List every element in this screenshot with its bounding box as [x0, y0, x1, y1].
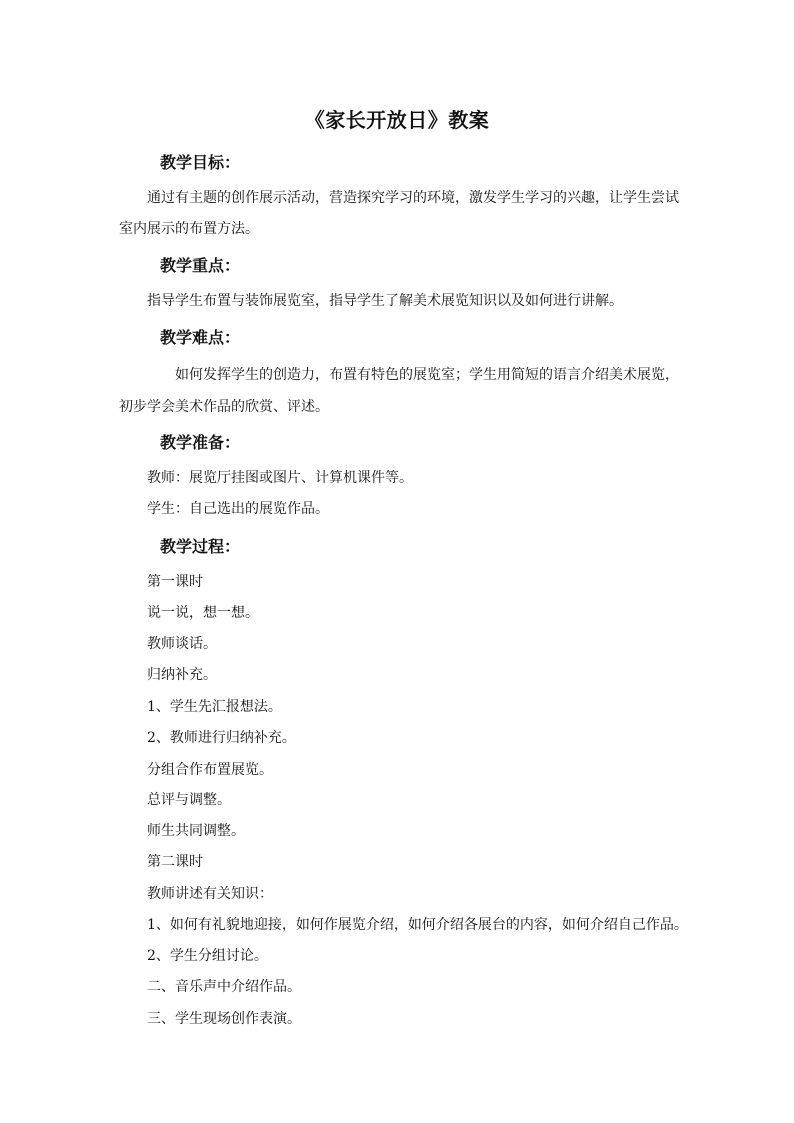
- process-line: 二、音乐声中介绍作品。: [147, 979, 301, 995]
- process-line: 1、学生先汇报想法。: [147, 699, 282, 715]
- process-line: 说一说，想一想。: [147, 605, 259, 621]
- process-line: 第二课时: [147, 854, 203, 870]
- process-line: 1、如何有礼貌地迎接，如何作展览介绍，如何介绍各展台的内容，如何介绍自己作品。: [147, 917, 688, 933]
- process-line: 三、学生现场创作表演。: [147, 1011, 301, 1027]
- section-heading-difficulty: 教学难点：: [160, 328, 241, 347]
- paragraph-line: 初步学会美术作品的欣赏、评述。: [119, 399, 329, 415]
- document-title: 《家长开放日》教案: [304, 108, 490, 132]
- process-line: 教师谈话。: [147, 636, 217, 652]
- paragraph-line: 室内展示的布置方法。: [119, 221, 259, 237]
- section-heading-goal: 教学目标：: [160, 153, 241, 172]
- paragraph-line: 如何发挥学生的创造力，布置有特色的展览室；学生用简短的语言介绍美术展览，: [175, 367, 679, 383]
- process-line: 2、学生分组讨论。: [147, 948, 268, 964]
- process-line: 教师讲述有关知识：: [147, 886, 273, 902]
- process-line: 2、教师进行归纳补充。: [147, 730, 296, 746]
- process-line: 总评与调整。: [147, 792, 231, 808]
- paragraph-line: 学生：自己选出的展览作品。: [147, 501, 329, 517]
- process-line: 师生共同调整。: [147, 823, 245, 839]
- process-line: 第一课时: [147, 574, 203, 590]
- process-line: 分组合作布置展览。: [147, 762, 273, 778]
- paragraph-line: 教师：展览厅挂图或图片、计算机课件等。: [147, 470, 413, 486]
- paragraph-line: 通过有主题的创作展示活动，营造探究学习的环境，激发学生学习的兴趣，让学生尝试: [147, 190, 679, 206]
- section-heading-prep: 教学准备：: [160, 433, 241, 452]
- paragraph-line: 指导学生布置与装饰展览室，指导学生了解美术展览知识以及如何进行讲解。: [147, 293, 623, 309]
- section-heading-key: 教学重点：: [160, 256, 241, 275]
- process-line: 归纳补充。: [147, 667, 217, 683]
- section-heading-process: 教学过程：: [160, 537, 241, 556]
